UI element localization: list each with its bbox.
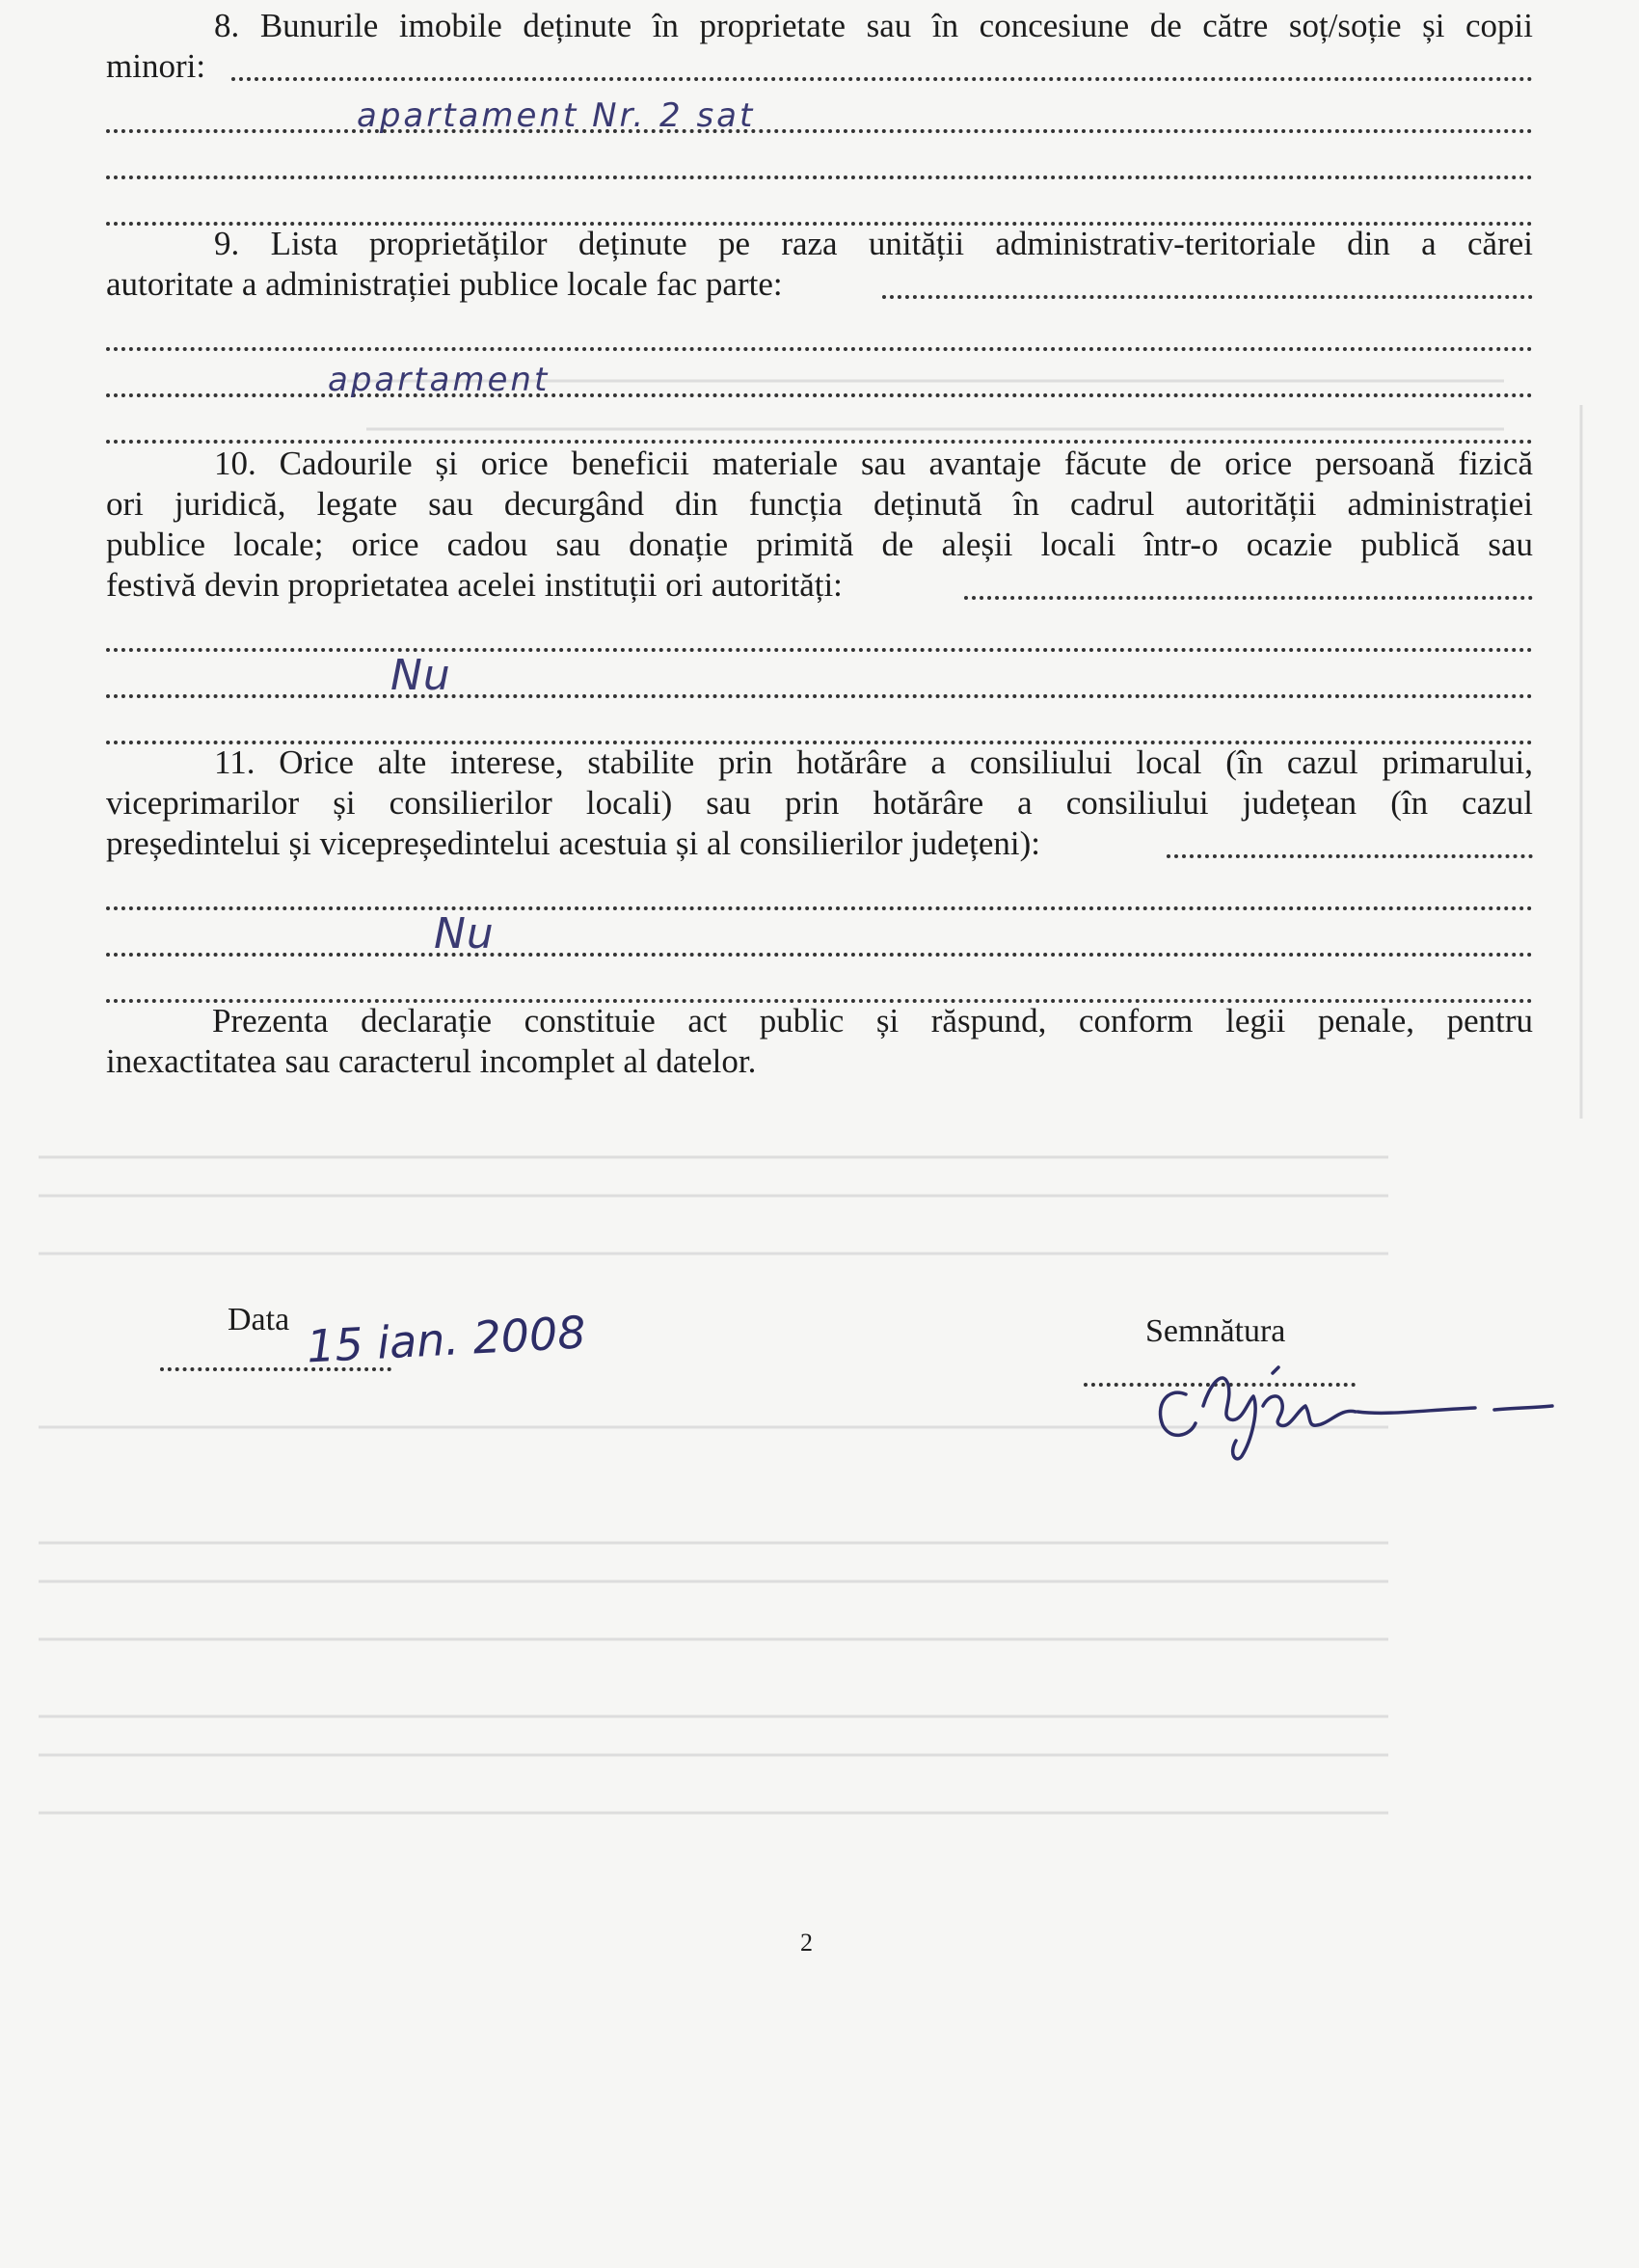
section-10-text-line1: 10. Cadourile și orice beneficii materiale sau avantaje făcute de orice persoană fizică — [214, 445, 1533, 482]
answer-line — [106, 147, 1533, 179]
handwritten-answer-8: apartament Nr. 2 sat — [357, 96, 756, 135]
answer-line — [106, 712, 1533, 744]
section-9-text-line1: 9. Lista proprietăților deținute pe raza unității administrativ-teritoriale din a cărei — [214, 225, 1533, 262]
answer-line — [106, 318, 1533, 351]
answer-line — [106, 970, 1533, 1003]
section-11-text-line1: 11. Orice alte interese, stabilite prin hotărâre a consiliului local (în cazul primarului, — [214, 743, 1533, 781]
section-10-text-line2: ori juridică, legate sau decurgând din funcția deținută în cadrul autorității administrației — [106, 485, 1533, 523]
section-8-text: Bunurile imobile deținute în proprietate sau în concesiune de către soț/soție și copii — [259, 7, 1533, 44]
handwritten-signature — [1128, 1348, 1572, 1464]
section-11-text-line2: viceprimarilor și consilierilor locali) sau prin hotărâre a consiliului județean (în cazul — [106, 784, 1533, 822]
answer-line — [106, 193, 1533, 226]
section-8-text-line2: minori: — [106, 47, 206, 85]
section-8 — [106, 6, 1533, 226]
handwritten-date: 15 ian. 2008 — [305, 1306, 587, 1373]
section-11 — [106, 742, 1533, 1003]
section-10 — [106, 444, 1533, 744]
handwritten-answer-10: Nu — [390, 651, 451, 700]
section-10-text-line4: festivă devin proprietatea acelei instituții ori autorități: — [106, 566, 843, 604]
date-label: Data — [228, 1302, 290, 1337]
answer-line — [106, 411, 1533, 444]
section-9 — [106, 224, 1533, 444]
section-9-text-line2: autoritate a administrației publice locale fac parte: — [106, 265, 783, 303]
answer-line — [106, 361, 1533, 399]
section-11-text-line3: președintelui și vicepreședintelui acestuia și al consilierilor județeni): — [106, 824, 1040, 862]
answer-line — [106, 909, 1533, 958]
answer-line — [106, 96, 1533, 135]
handwritten-answer-9: apartament — [328, 361, 551, 399]
answer-line — [106, 878, 1533, 910]
closing-line1: Prezenta declarație constituie act public și răspund, conform legii penale, pentru — [212, 1002, 1533, 1040]
answer-line — [106, 651, 1533, 700]
section-10-text-line3: publice locale; orice cadou sau donație primită de aleșii locali într-o ocazie publică sau — [106, 526, 1533, 563]
answer-line — [106, 619, 1533, 652]
section-8-number: 8. — [214, 7, 240, 44]
closing-line2: inexactitatea sau caracterul incomplet al datelor. — [106, 1042, 757, 1080]
handwritten-answer-11: Nu — [434, 909, 495, 958]
section-8-text-line1 — [106, 6, 1533, 46]
signature-label: Semnătura — [1145, 1313, 1286, 1349]
closing-statement — [106, 1001, 1533, 1082]
page-number: 2 — [800, 1929, 813, 1957]
